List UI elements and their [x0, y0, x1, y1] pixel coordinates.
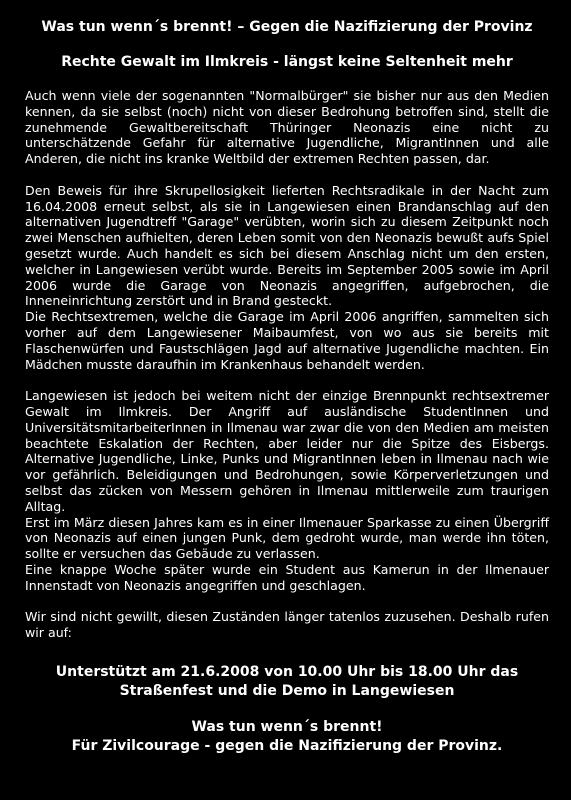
page-title: Was tun wenn´s brennt! – Gegen die Nazifizierung der Provinz	[41, 19, 533, 35]
paragraph-arson-attack: Den Beweis für ihre Skrupellosigkeit lieferten Rechtsradikale in der Nacht zum 16.04.2008 erneut selbst, als sie in Langewiesen einen Brandanschlag auf den alternativen Jugendtreff "Garage" verübten, worin sich zu diesem Zeitpunkt noch zwei Menschen aufhielten, deren Leben somit von den Neonazis bewußt aufs Spiel gesetzt wurde. Auch handelt es sich bei diesem Anschlag nicht um den ersten, welcher in Langewiesen verübt wurde. Bereits im September 2005 sowie im April 2006 wurde die Garage von Neonazis angegriffen, aufgebrochen, die Inneneinrichtung zerstört und in Brand gesteckt.	[25, 182, 549, 309]
page-subtitle: Rechte Gewalt im Ilmkreis - längst keine Seltenheit mehr	[61, 54, 513, 70]
closing-line-2: Für Zivilcourage - gegen die Nazifizierung der Provinz.	[71, 737, 503, 754]
paragraph-appeal: Wir sind nicht gewillt, diesen Zuständen länger tatenlos zuzusehen. Deshalb rufen wir auf:	[25, 609, 549, 641]
event-line-1: Unterstützt am 21.6.2008 von 10.00 Uhr bis 18.00 Uhr das	[55, 663, 519, 680]
paragraph-spacer	[25, 372, 549, 388]
paragraph-intro: Auch wenn viele der sogenannten "Normalbürger" sie bisher nur aus den Medien kennen, da sie selbst (noch) nicht von dieser Bedrohung betroffen sind, stellt die zunehmende Gewaltbereitschaft Thüringer Neonazis eine nicht zu unterschätzende Gefahr für alternative Jugendliche, MigrantInnen und alle Anderen, die nicht ins kranke Weltbild der extremen Rechten passen, dar.	[25, 88, 549, 167]
paragraph-ilmenau: Langewiesen ist jedoch bei weitem nicht der einzige Brennpunkt rechtsextremer Gewalt im Ilmkreis. Der Angriff auf ausländische StudentInnen und UniversitätsmitarbeiterInnen in Ilmenau war zwar die von den Medien am meisten beachtete Eskalation der Rechten, aber leider nur die Spitze des Eisbergs. Alternative Jugendliche, Linke, Punks und MigrantInnen leben in Ilmenau nach wie vor gefährlich. Beleidigungen und Bedrohungen, sowie Körperverletzungen und selbst das zücken von Messern gehören in Ilmenau mittlerweile zum traurigen Alltag.	[25, 388, 549, 514]
paragraph-spacer	[25, 594, 549, 610]
event-announcement	[25, 663, 549, 701]
paragraph-student-attack: Eine knappe Woche später wurde ein Student aus Kamerun in der Ilmenauer Innenstadt von Neonazis angegriffen und geschlagen.	[25, 561, 549, 593]
paragraph-maibaumfest: Die Rechtsextremen, welche die Garage im April 2006 angriffen, sammelten sich vorher auf dem Langewiesener Maibaumfest, von wo aus sie bereits mit Flaschenwürfen und Faustschlägen Jagd auf alternative Jugendliche machten. Ein Mädchen musste daraufhin im Krankenhaus behandelt werden.	[25, 309, 549, 372]
closing-line-1: Was tun wenn´s brennt!	[191, 718, 383, 735]
paragraph-spacer	[25, 167, 549, 183]
paragraph-sparkasse: Erst im März diesen Jahres kam es in einer Ilmenauer Sparkasse zu einen Übergriff von Neonazis auf einen jungen Punk, dem gedroht wurde, man werde ihn töten, sollte er versuchen das Gebäude zu verlassen.	[25, 514, 549, 562]
closing-slogan	[25, 718, 549, 756]
event-line-2: Straßenfest und die Demo in Langewiesen	[119, 682, 455, 699]
